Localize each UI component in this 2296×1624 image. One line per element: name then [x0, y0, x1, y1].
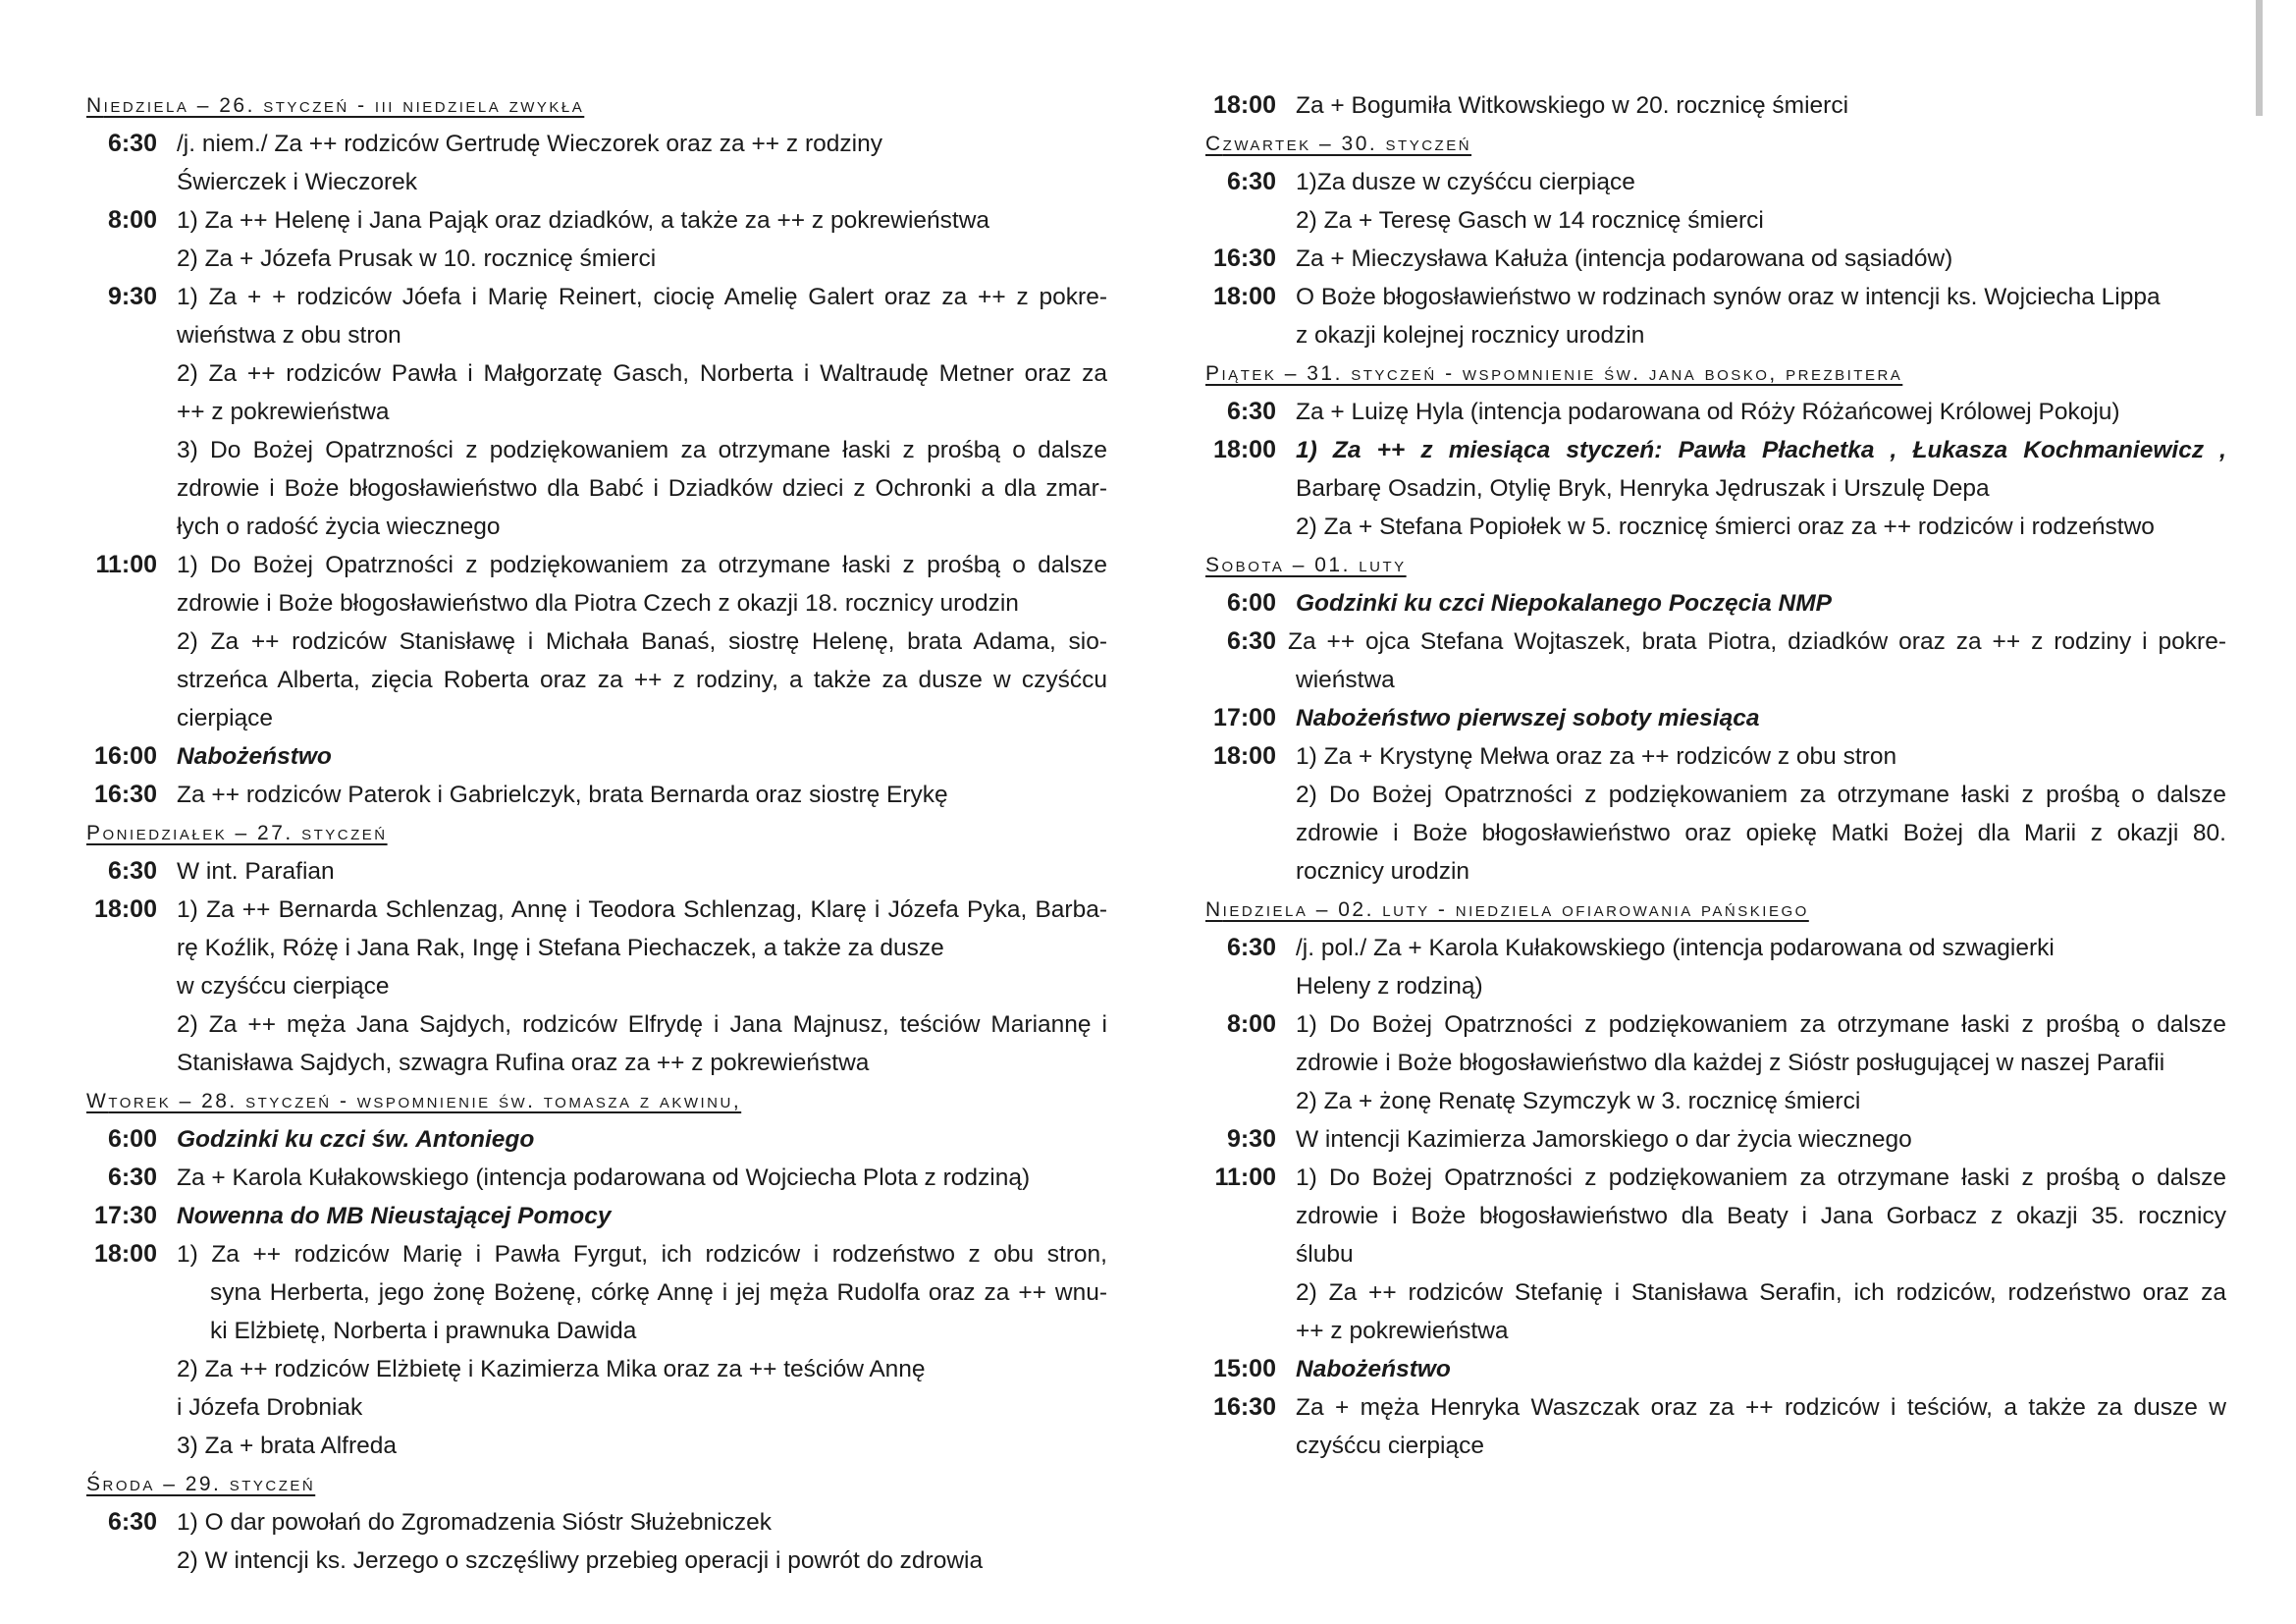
mass-entry	[1205, 1005, 2226, 1120]
mass-entry	[86, 1503, 1107, 1580]
mass-entry	[1205, 431, 2226, 546]
intention-text	[1288, 623, 2226, 699]
mass-entry	[1205, 929, 2226, 1005]
mass-time: 18:00	[94, 1240, 157, 1268]
intention-line: cierpiące	[177, 705, 274, 731]
intention-text	[177, 1503, 1107, 1580]
intention-text	[177, 1159, 1107, 1197]
mass-time: 8:00	[107, 206, 157, 234]
intention-line: 1) Za ++ rodziców Marię i Pawła Fyrgut, ich rodziców i rodzeństwo z obu stron,	[177, 1241, 1107, 1268]
mass-entry	[1205, 278, 2226, 354]
intention-line: w czyśćcu cierpiące	[177, 973, 390, 1000]
day-section	[1205, 891, 2226, 1465]
intention-line: Za + Mieczysława Kałuża (intencja podarowana od sąsiadów)	[1296, 245, 1953, 272]
intention-line: 3) Do Bożej Opatrzności z podziękowaniem za otrzymane łaski z prośbą o dalsze	[177, 437, 1107, 463]
intention-text	[177, 1120, 1107, 1159]
intention-line: Za + Luizę Hyla (intencja podarowana od Róży Różańcowej Królowej Pokoju)	[1296, 399, 2120, 425]
vertical-scrollbar-thumb[interactable]	[2256, 0, 2263, 116]
intention-line: 2) Za ++ rodziców Elżbietę i Kazimierza Mika oraz za ++ teściów Annę	[177, 1356, 926, 1382]
day-heading: Niedziela – 26. styczeń - iii niedziela zwykła	[86, 94, 585, 117]
intention-line: Barbarę Osadzin, Otylię Bryk, Henryka Jędruszak i Urszulę Depa	[1296, 475, 1990, 502]
mass-time: 6:30	[107, 130, 157, 157]
intention-line: 1) Do Bożej Opatrzności z podziękowaniem za otrzymane łaski z prośbą o dalsze	[1296, 1164, 2226, 1191]
day-section	[86, 1082, 1107, 1465]
intention-line: 2) Za ++ rodziców Pawła i Małgorzatę Gasch, Norberta i Waltraudę Metner oraz za	[177, 360, 1107, 387]
intention-line: Nabożeństwo pierwszej soboty miesiąca	[1296, 705, 1760, 731]
mass-time: 6:30	[1226, 934, 1276, 961]
intention-line: 1) Do Bożej Opatrzności z podziękowaniem za otrzymane łaski z prośbą o dalsze	[177, 552, 1107, 578]
day-section	[86, 86, 1107, 814]
intention-line: Za ++ rodziców Paterok i Gabrielczyk, brata Bernarda oraz siostrę Erykę	[177, 782, 948, 808]
intention-line: 1) Za + Krystynę Mełwa oraz za ++ rodziców z obu stron	[1296, 743, 1897, 770]
intention-line: W int. Parafian	[177, 858, 335, 885]
mass-entry	[1205, 393, 2226, 431]
intention-line: 2) Do Bożej Opatrzności z podziękowaniem za otrzymane łaski z prośbą o dalsze	[1296, 782, 2226, 808]
mass-time: 9:30	[1226, 1125, 1276, 1153]
intention-text	[1296, 86, 2226, 125]
intention-line: rocznicy urodzin	[1296, 858, 1470, 885]
intention-line: Nowenna do MB Nieustającej Pomocy	[177, 1203, 612, 1229]
intention-line: ki Elżbietę, Norberta i prawnuka Dawida	[210, 1318, 637, 1344]
mass-time: 6:30	[107, 857, 157, 885]
mass-time: 18:00	[94, 895, 157, 923]
mass-entry	[86, 1235, 1107, 1465]
intention-line: 3) Za + brata Alfreda	[177, 1433, 398, 1459]
intention-line: 2) Za + Józefa Prusak w 10. rocznicę śmierci	[177, 245, 657, 272]
mass-entry	[86, 278, 1107, 546]
intention-line: Stanisława Sajdych, szwagra Rufina oraz za ++ z pokrewieństwa	[177, 1050, 870, 1076]
intention-line: Godzinki ku czci św. Antoniego	[177, 1126, 535, 1153]
mass-time: 18:00	[1213, 91, 1276, 119]
intention-line: zdrowie i Boże błogosławieństwo dla Babć i Dziadków dzieci z Ochronki a dla zmar-	[177, 475, 1107, 502]
mass-entry	[86, 852, 1107, 891]
intention-text	[1296, 1005, 2226, 1120]
intention-line: Za + Karola Kułakowskiego (intencja podarowana od Wojciecha Plota z rodziną)	[177, 1164, 1031, 1191]
intention-line: ++ z pokrewieństwa	[1296, 1318, 1509, 1344]
mass-time: 6:30	[107, 1508, 157, 1536]
intention-line: łych o radość życia wiecznego	[177, 514, 501, 540]
mass-time: 6:30	[1226, 627, 1276, 655]
intention-line: 1) Za ++ Helenę i Jana Pająk oraz dziadków, a także za ++ z pokrewieństwa	[177, 207, 990, 234]
intention-text	[177, 891, 1107, 1082]
intention-text	[177, 1235, 1107, 1465]
mass-time: 6:30	[107, 1164, 157, 1191]
day-section	[1205, 86, 2226, 125]
intention-line: zdrowie i Boże błogosławieństwo dla Piotra Czech z okazji 18. rocznicy urodzin	[177, 590, 1019, 617]
intention-line: 1) Do Bożej Opatrzności z podziękowaniem za otrzymane łaski z prośbą o dalsze	[1296, 1011, 2226, 1038]
mass-entry	[1205, 699, 2226, 737]
mass-entry	[1205, 1388, 2226, 1465]
intention-line: ++ z pokrewieństwa	[177, 399, 390, 425]
mass-entry	[1205, 584, 2226, 623]
mass-time: 16:30	[1213, 244, 1276, 272]
intention-text	[177, 1197, 1107, 1235]
mass-entry	[1205, 86, 2226, 125]
day-heading: Piątek – 31. styczeń - wspomnienie św. jana bosko, prezbitera	[1205, 362, 1903, 385]
intention-text	[177, 737, 1107, 776]
intention-line: O Boże błogosławieństwo w rodzinach synów oraz w intencji ks. Wojciecha Lippa	[1296, 284, 2161, 310]
right-column	[1205, 86, 2226, 1465]
intention-text	[1296, 584, 2226, 623]
mass-entry	[1205, 737, 2226, 891]
mass-time: 9:30	[107, 283, 157, 310]
intention-text	[1296, 163, 2226, 240]
intention-line: 2) W intencji ks. Jerzego o szczęśliwy przebieg operacji i powrót do zdrowia	[177, 1547, 984, 1574]
day-heading: Niedziela – 02. luty - niedziela ofiarowania pańskiego	[1205, 898, 1809, 921]
intention-line: Godzinki ku czci Niepokalanego Poczęcia NMP	[1296, 590, 1832, 617]
intention-line: Za + Bogumiła Witkowskiego w 20. rocznicę śmierci	[1296, 92, 1849, 119]
intention-text	[1296, 1350, 2226, 1388]
intention-line: strzeńca Alberta, zięcia Roberta oraz za ++ z rodziny, a także za dusze w czyśćcu	[177, 667, 1107, 693]
intention-text	[1296, 393, 2226, 431]
intention-line: i Józefa Drobniak	[177, 1394, 363, 1421]
mass-time: 6:00	[107, 1125, 157, 1153]
intention-text	[177, 201, 1107, 278]
intention-line: Nabożeństwo	[177, 743, 332, 770]
mass-time: 6:30	[1226, 398, 1276, 425]
intention-text	[177, 776, 1107, 814]
mass-entry	[1205, 240, 2226, 278]
intention-line: czyśćcu cierpiące	[1296, 1433, 1484, 1459]
intention-line: /j. niem./ Za ++ rodziców Gertrudę Wieczorek oraz za ++ z rodziny	[177, 131, 882, 157]
mass-time: 16:00	[94, 742, 157, 770]
mass-time: 18:00	[1213, 742, 1276, 770]
intention-line: z okazji kolejnej rocznicy urodzin	[1296, 322, 1645, 349]
mass-time: 11:00	[95, 551, 157, 578]
mass-time: 8:00	[1226, 1010, 1276, 1038]
intention-line: syna Herberta, jego żonę Bożenę, córkę Annę i jej męża Rudolfa oraz za ++ wnu-	[210, 1279, 1107, 1306]
intention-line: 1) Za ++ z miesiąca styczeń: Pawła Płachetka , Łukasza Kochmaniewicz ,	[1296, 437, 2226, 463]
mass-time: 15:00	[1213, 1355, 1276, 1382]
mass-time: 11:00	[1214, 1164, 1276, 1191]
intention-line: wieństwa	[1296, 667, 1395, 693]
intention-text	[1296, 1159, 2226, 1350]
intention-line: 1)Za dusze w czyśćcu cierpiące	[1296, 169, 1635, 195]
mass-entry	[1205, 1120, 2226, 1159]
mass-time: 16:30	[1213, 1393, 1276, 1421]
intention-line: Nabożeństwo	[1296, 1356, 1451, 1382]
intention-text	[1296, 278, 2226, 354]
day-heading: Poniedziałek – 27. styczeń	[86, 822, 388, 844]
day-heading: Środa – 29. styczeń	[86, 1473, 316, 1495]
intention-text	[1296, 699, 2226, 737]
intention-line: zdrowie i Boże błogosławieństwo dla Beaty i Jana Gorbacz z okazji 35. rocznicy	[1296, 1203, 2226, 1229]
intention-line: W intencji Kazimierza Jamorskiego o dar życia wiecznego	[1296, 1126, 1912, 1153]
mass-entry	[86, 776, 1107, 814]
intention-line: 2) Za ++ rodziców Stefanię i Stanisława Serafin, ich rodziców, rodzeństwo oraz za	[1296, 1279, 2226, 1306]
day-section	[1205, 546, 2226, 891]
intention-line: 2) Za + Teresę Gasch w 14 rocznicę śmierci	[1296, 207, 1764, 234]
left-column	[86, 86, 1107, 1580]
mass-time: 17:00	[1213, 704, 1276, 731]
intention-line: 2) Za ++ rodziców Stanisławę i Michała Banaś, siostrę Helenę, brata Adama, sio-	[177, 628, 1107, 655]
mass-entry	[86, 1120, 1107, 1159]
day-section	[86, 1465, 1107, 1580]
day-section	[86, 814, 1107, 1082]
intention-line: wieństwa z obu stron	[177, 322, 401, 349]
mass-entry	[1205, 623, 2226, 699]
intention-line: /j. pol./ Za + Karola Kułakowskiego (intencja podarowana od szwagierki	[1296, 935, 2055, 961]
intention-line: 1) O dar powołań do Zgromadzenia Sióstr Służebniczek	[177, 1509, 773, 1536]
mass-entry	[86, 125, 1107, 201]
intention-line: zdrowie i Boże błogosławieństwo dla każdej z Sióstr posługującej w naszej Parafii	[1296, 1050, 2165, 1076]
intention-line: ślubu	[1296, 1241, 1354, 1268]
day-section	[1205, 125, 2226, 354]
intention-text	[1296, 240, 2226, 278]
day-heading: Sobota – 01. luty	[1205, 554, 1407, 576]
mass-entry	[86, 1159, 1107, 1197]
intention-line: Heleny z rodziną)	[1296, 973, 1483, 1000]
mass-entry	[1205, 163, 2226, 240]
intention-text	[177, 852, 1107, 891]
mass-time: 6:00	[1226, 589, 1276, 617]
mass-entry	[86, 546, 1107, 737]
intention-text	[1296, 1120, 2226, 1159]
mass-time: 6:30	[1226, 168, 1276, 195]
intention-line: Za + męża Henryka Waszczak oraz za ++ rodziców i teściów, a także za dusze w	[1296, 1394, 2226, 1421]
mass-entry	[86, 1197, 1107, 1235]
mass-entry	[86, 891, 1107, 1082]
intention-line: 1) Za ++ Bernarda Schlenzag, Annę i Teodora Schlenzag, Klarę i Józefa Pyka, Barba-	[177, 896, 1107, 923]
mass-time: 18:00	[1213, 436, 1276, 463]
mass-entry	[1205, 1159, 2226, 1350]
intention-text	[177, 546, 1107, 737]
intention-text	[177, 278, 1107, 546]
day-heading: Czwartek – 30. styczeń	[1205, 133, 1472, 155]
intention-line: rę Koźlik, Różę i Jana Rak, Ingę i Stefana Piechaczek, a także za dusze	[177, 935, 944, 961]
mass-entry	[1205, 1350, 2226, 1388]
intention-line: 1) Za + + rodziców Jóefa i Marię Reinert, ciocię Amelię Galert oraz za ++ z pokre-	[177, 284, 1107, 310]
day-heading: Wtorek – 28. styczeń - wspomnienie św. tomasza z akwinu,	[86, 1090, 742, 1112]
intention-line: zdrowie i Boże błogosławieństwo oraz opiekę Matki Bożej dla Marii z okazji 80.	[1296, 820, 2226, 846]
intention-line: 2) Za + żonę Renatę Szymczyk w 3. rocznicę śmierci	[1296, 1088, 1861, 1114]
intention-line: Świerczek i Wieczorek	[177, 169, 418, 195]
intention-text	[1296, 929, 2226, 1005]
intention-line: 2) Za + Stefana Popiołek w 5. rocznicę śmierci oraz za ++ rodziców i rodzeństwo	[1296, 514, 2155, 540]
mass-time: 18:00	[1213, 283, 1276, 310]
mass-entry	[86, 201, 1107, 278]
mass-entry	[86, 737, 1107, 776]
intention-text	[1296, 737, 2226, 891]
intention-text	[1296, 431, 2226, 546]
mass-time: 16:30	[94, 781, 157, 808]
day-section	[1205, 354, 2226, 546]
intention-line: 2) Za ++ męża Jana Sajdych, rodziców Elfrydę i Jana Majnusz, teściów Mariannę i	[177, 1011, 1107, 1038]
intention-text	[177, 125, 1107, 201]
intention-line: Za ++ ojca Stefana Wojtaszek, brata Piotra, dziadków oraz za ++ z rodziny i pokre-	[1288, 628, 2226, 655]
mass-time: 17:30	[94, 1202, 157, 1229]
intention-text	[1296, 1388, 2226, 1465]
